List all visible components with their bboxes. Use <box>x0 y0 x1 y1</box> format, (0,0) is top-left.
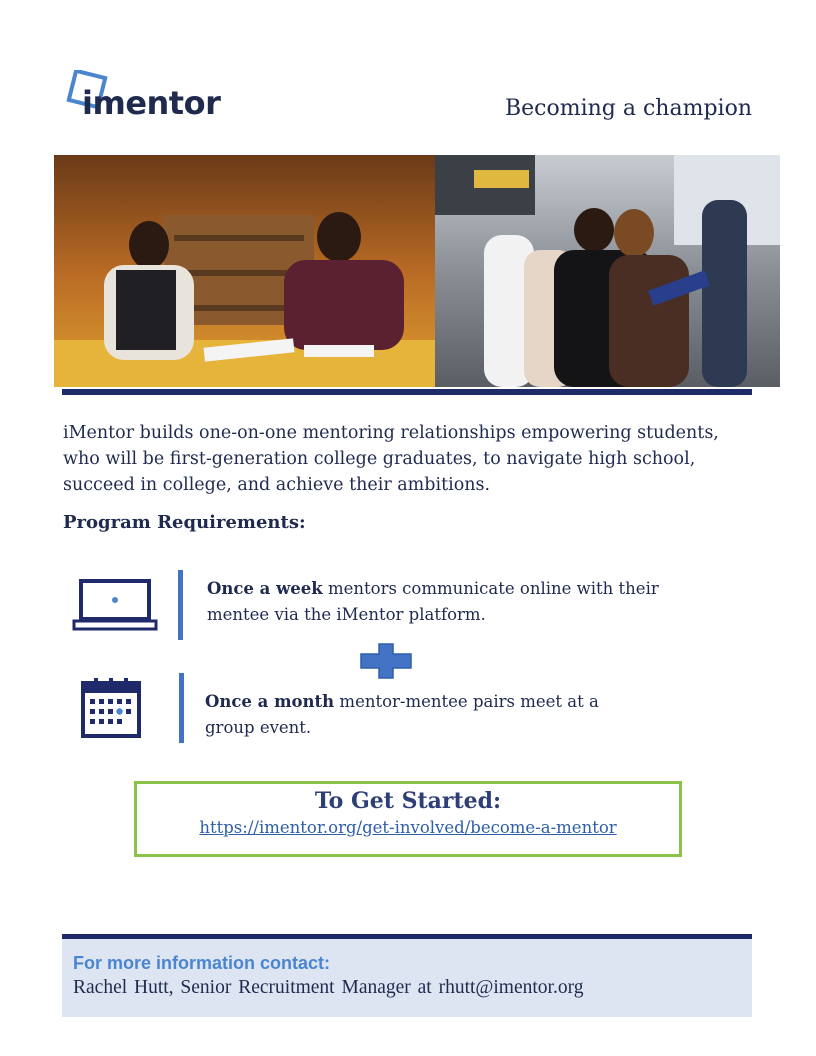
become-a-mentor-link[interactable]: https://imentor.org/get-involved/become-a-mentor <box>199 818 617 837</box>
intro-paragraph: iMentor builds one-on-one mentoring relationships empowering students, who will be first-generation college graduates, to navigate high school, succeed in college, and achieve their ambitions. <box>63 423 719 495</box>
calendar-icon <box>80 677 142 739</box>
requirement-weekly-emphasis: Once a week <box>207 579 323 598</box>
contact-footer <box>62 934 752 1017</box>
contact-label: For more information contact: <box>73 953 331 973</box>
requirement-weekly-text: mentors communicate online with their mentee via the iMentor platform. <box>207 579 659 624</box>
get-started-box <box>134 781 682 857</box>
requirement-bar-weekly <box>178 570 183 640</box>
divider-rule <box>62 389 752 395</box>
document-title: Becoming a champion <box>504 96 752 121</box>
requirement-monthly <box>205 689 625 741</box>
footer-rule <box>62 934 752 939</box>
requirement-monthly-emphasis: Once a month <box>205 692 335 711</box>
photo-collage <box>54 155 780 387</box>
plus-icon <box>359 643 413 679</box>
laptop-icon <box>72 578 158 632</box>
requirement-weekly <box>207 576 677 628</box>
contact-details: Rachel Hutt, Senior Recruitment Manager at rhutt@imentor.org <box>73 977 584 998</box>
requirements-heading: Program Requirements: <box>63 512 306 533</box>
requirement-monthly-text: mentor-mentee pairs meet at a group event. <box>205 692 599 737</box>
requirement-bar-monthly <box>179 673 184 743</box>
brand-wordmark[interactable]: imentor <box>82 84 221 122</box>
get-started-title: To Get Started: <box>314 788 502 814</box>
